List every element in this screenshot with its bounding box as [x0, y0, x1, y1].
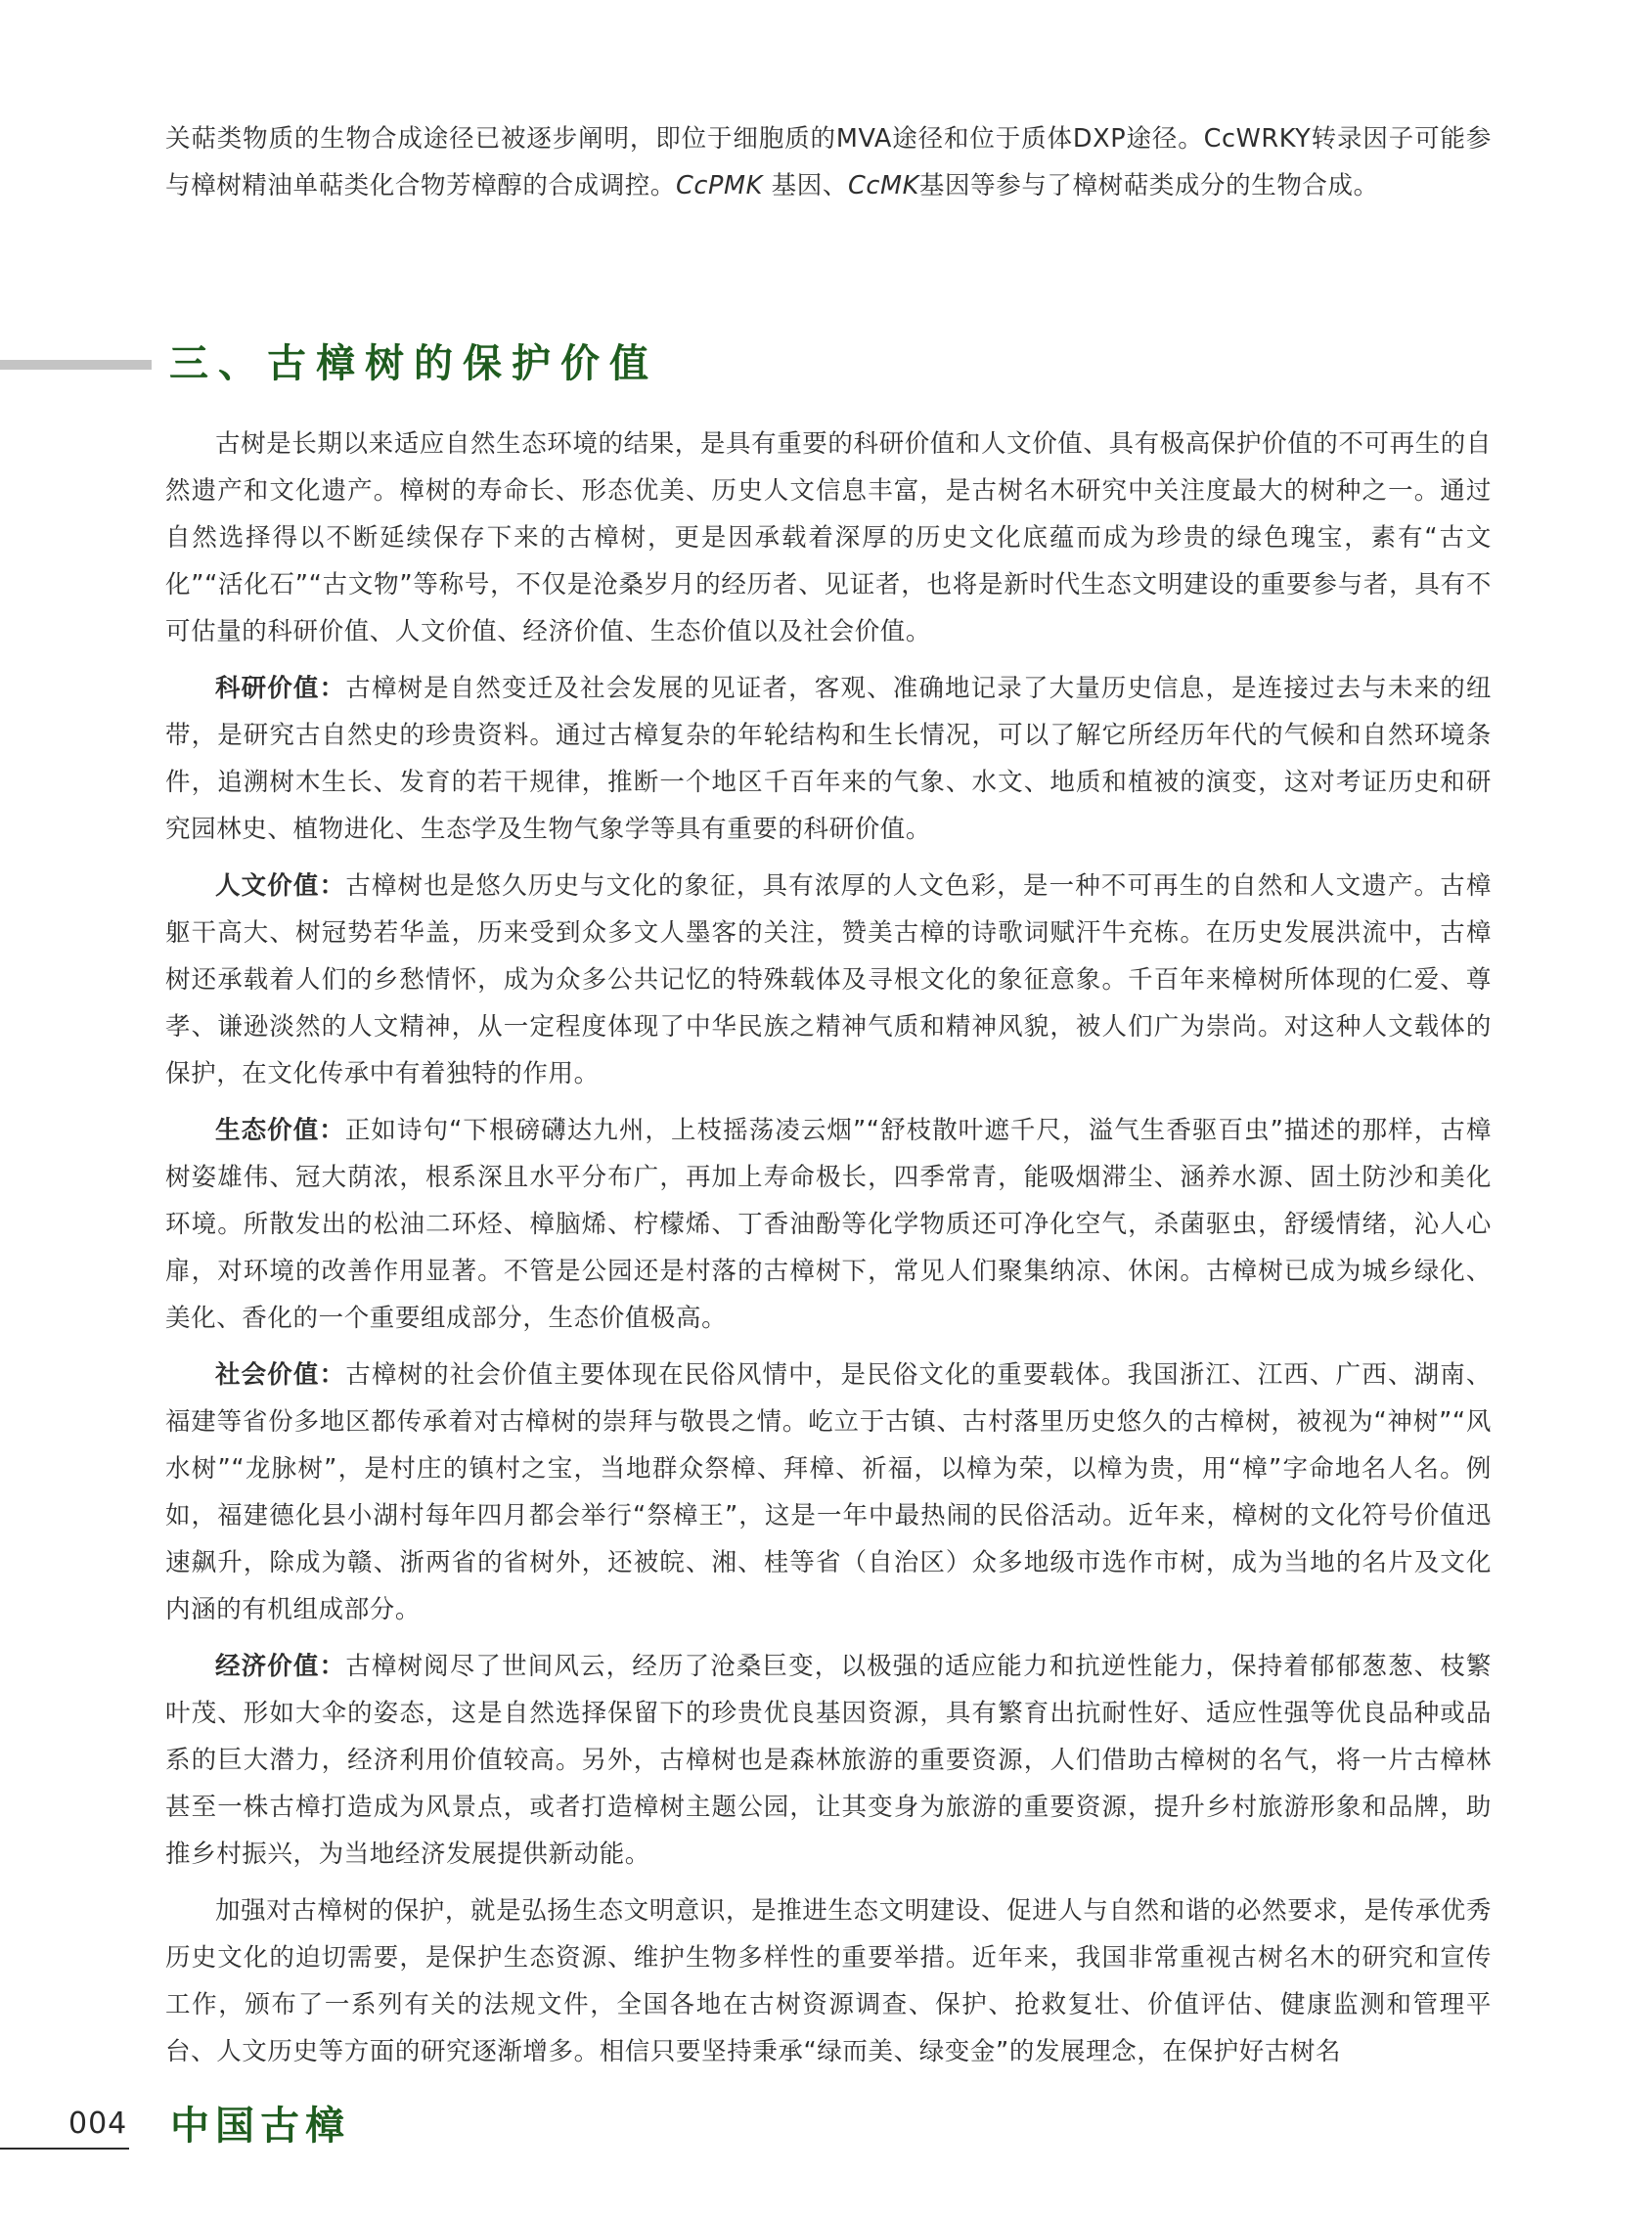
- intro-text-part1: 关萜类物质的生物合成途径已被逐步阐明，即位于细胞质的MVA途径和位于质体DXP途径。CcWRKY转录因子可能参与樟树精油单萜类化合物芳樟醇的合成调控。: [165, 124, 1492, 200]
- paragraph-label: 生态价值：: [215, 1116, 345, 1145]
- paragraph-text: 正如诗句“下根磅礴达九州，上枝摇荡凌云烟”“舒枝散叶遮千尺，溢气生香驱百虫”描述的那样，古樟树姿雄伟、冠大荫浓，根系深且水平分布广，再加上寿命极长，四季常青，能吸烟滞尘、涵养水源、固土防沙和美化环境。所散发出的松油二环烃、樟脑烯、柠檬烯、丁香油酚等化学物质还可净化空气，杀菌驱虫，舒缓情绪，沁人心扉，对环境的改善作用显著。不管是公园还是村落的古樟树下，常见人们聚集纳凉、休闲。古樟树已成为城乡绿化、美化、香化的一个重要组成部分，生态价值极高。: [165, 1116, 1492, 1333]
- paragraph-text: 古樟树的社会价值主要体现在民俗风情中，是民俗文化的重要载体。我国浙江、江西、广西、湖南、福建等省份多地区都传承着对古樟树的崇拜与敬畏之情。屹立于古镇、古村落里历史悠久的古樟树，被视为“神树”“风水树”“龙脉树”，是村庄的镇村之宝，当地群众祭樟、拜樟、祈福，以樟为荣，以樟为贵，用“樟”字命地名人名。例如，福建德化县小湖村每年四月都会举行“祭樟王”，这是一年中最热闹的民俗活动。近年来，樟树的文化符号价值迅速飙升，除成为赣、浙两省的省树外，还被皖、湘、桂等省（自治区）众多地级市选作市树，成为当地的名片及文化内涵的有机组成部分。: [165, 1360, 1492, 1624]
- paragraph-conclusion: [165, 1887, 1492, 2075]
- paragraph-text: 古樟树是自然变迁及社会发展的见证者，客观、准确地记录了大量历史信息，是连接过去与未来的纽带，是研究古自然史的珍贵资料。通过古樟复杂的年轮结构和生长情况，可以了解它所经历年代的气候和自然环境条件，追溯树木生长、发育的若干规律，推断一个地区千百年来的气象、水文、地质和植被的演变，这对考证历史和研究园林史、植物进化、生态学及生物气象学等具有重要的科研价值。: [165, 674, 1492, 844]
- paragraph-label: 科研价值：: [215, 674, 346, 703]
- intro-text: [165, 115, 1492, 209]
- heading-accent-bar: [0, 360, 152, 370]
- paragraph-research-value: [165, 665, 1492, 853]
- paragraph-text: 古樟树也是悠久历史与文化的象征，具有浓厚的人文色彩，是一种不可再生的自然和人文遗产。古樟躯干高大、树冠势若华盖，历来受到众多文人墨客的关注，赞美古樟的诗歌词赋汗牛充栋。在历史发展洪流中，古樟树还承载着人们的乡愁情怀，成为众多公共记忆的特殊载体及寻根文化的象征意象。千百年来樟树所体现的仁爱、尊孝、谦逊淡然的人文精神，从一定程度体现了中华民族之精神气质和精神风貌，被人们广为崇尚。对这种人文载体的保护，在文化传承中有着独特的作用。: [165, 871, 1492, 1088]
- paragraph-label: 社会价值：: [215, 1360, 346, 1390]
- paragraph-label: 经济价值：: [215, 1652, 346, 1681]
- paragraph-economic-value: [165, 1643, 1492, 1878]
- footer-rule: [0, 2148, 129, 2150]
- paragraph-text: 古樟树阅尽了世间风云，经历了沧桑巨变，以极强的适应能力和抗逆性能力，保持着郁郁葱葱、枝繁叶茂、形如大伞的姿态，这是自然选择保留下的珍贵优良基因资源，具有繁育出抗耐性好、适应性强等优良品种或品系的巨大潜力，经济利用价值较高。另外，古樟树也是森林旅游的重要资源，人们借助古樟树的名气，将一片古樟林甚至一株古樟打造成为风景点，或者打造樟树主题公园，让其变身为旅游的重要资源，提升乡村旅游形象和品牌，助推乡村振兴，为当地经济发展提供新动能。: [165, 1652, 1492, 1869]
- paragraph-text: 加强对古樟树的保护，就是弘扬生态文明意识，是推进生态文明建设、促进人与自然和谐的必然要求，是传承优秀历史文化的迫切需要，是保护生态资源、维护生物多样性的重要举措。近年来，我国非常重视古树名木的研究和宣传工作，颁布了一系列有关的法规文件，全国各地在古树资源调查、保护、抢救复壮、价值评估、健康监测和管理平台、人文历史等方面的研究逐渐增多。相信只要坚持秉承“绿而美、绿变金”的发展理念，在保护好古树名: [165, 1896, 1493, 2066]
- section-heading: 三、古樟树的保护价值: [169, 340, 658, 386]
- footer-book-title: 中国古樟: [170, 2103, 350, 2149]
- paragraph-label: 人文价值：: [215, 871, 346, 901]
- section-body: [165, 421, 1492, 2075]
- intro-paragraph: [165, 115, 1492, 209]
- paragraph-ecological-value: [165, 1107, 1492, 1342]
- paragraph-overview: [165, 421, 1492, 655]
- paragraph-text: 古树是长期以来适应自然生态环境的结果，是具有重要的科研价值和人文价值、具有极高保护价值的不可再生的自然遗产和文化遗产。樟树的寿命长、形态优美、历史人文信息丰富，是古树名木研究中关注度最大的树种之一。通过自然选择得以不断延续保存下来的古樟树，更是因承载着深厚的历史文化底蕴而成为珍贵的绿色瑰宝，素有“古文化”“活化石”“古文物”等称号，不仅是沧桑岁月的经历者、见证者，也将是新时代生态文明建设的重要参与者，具有不可估量的科研价值、人文价值、经济价值、生态价值以及社会价值。: [165, 429, 1493, 646]
- intro-text-part2: 基因、: [762, 171, 848, 200]
- intro-text-part3: 基因等参与了樟树萜类成分的生物合成。: [918, 171, 1379, 200]
- page-number: 004: [68, 2107, 128, 2141]
- paragraph-social-value: [165, 1352, 1492, 1633]
- gene-name-ccpmk: CcPMK: [676, 171, 763, 200]
- paragraph-cultural-value: [165, 863, 1492, 1097]
- gene-name-ccmk: CcMK: [847, 171, 919, 200]
